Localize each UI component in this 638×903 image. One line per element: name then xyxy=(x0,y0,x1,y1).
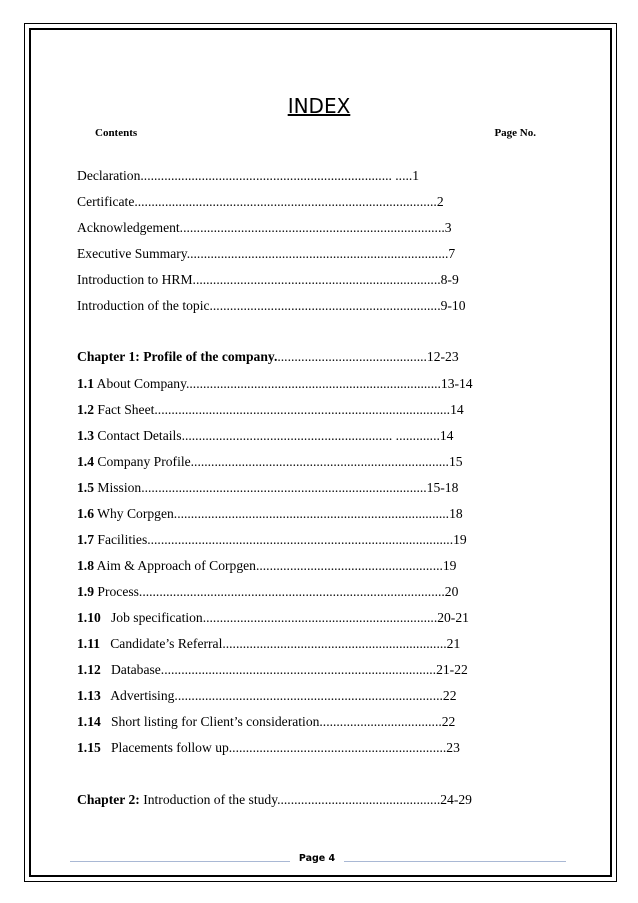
toc-entry xyxy=(77,506,463,522)
toc-entry xyxy=(77,792,472,808)
toc-entry xyxy=(77,402,464,418)
toc-entry-text: Introduction of the topic....................................................................9-10 xyxy=(77,298,466,313)
toc-entry-text: Process..........................................................................................20 xyxy=(94,584,459,599)
page-number: Page 4 xyxy=(298,853,336,864)
toc-entry-number: 1.4 xyxy=(77,454,94,469)
toc-entry xyxy=(77,610,469,626)
toc-entry xyxy=(77,584,458,600)
toc-entry-text: Fact Sheet.......................................................................................14 xyxy=(94,402,464,417)
toc-entry xyxy=(77,220,452,236)
footer-rule-right xyxy=(344,861,566,862)
toc-entry-text: Database.................................................................................21-22 xyxy=(100,662,468,677)
toc-entry-number: 1.10 xyxy=(77,610,101,625)
toc-entry xyxy=(77,454,463,470)
toc-entry-number: 1.2 xyxy=(77,402,94,417)
toc-entry xyxy=(77,246,455,262)
toc-entry-text: Facilities..........................................................................................19 xyxy=(94,532,467,547)
toc-entry xyxy=(77,428,453,444)
toc-entry-number: 1.3 xyxy=(77,428,94,443)
toc-entry-text: Candidate’s Referral..................................................................21 xyxy=(100,636,461,651)
toc-entry-number: 1.14 xyxy=(77,714,101,729)
toc-entry xyxy=(77,349,459,365)
toc-entry xyxy=(77,272,459,288)
toc-entry xyxy=(77,636,460,652)
toc-entry xyxy=(77,194,444,210)
toc-entry xyxy=(77,376,473,392)
toc-entry xyxy=(77,688,457,704)
toc-entry-text: About Company...........................................................................13-14 xyxy=(94,376,473,391)
toc-entry-number: 1.12 xyxy=(77,662,101,677)
toc-entry-text: ............................................12-23 xyxy=(277,349,459,364)
toc-entry-number: 1.13 xyxy=(77,688,101,703)
toc-entry-number: Chapter 1: Profile of the company. xyxy=(77,349,278,364)
toc-entry-number: Chapter 2: xyxy=(77,792,140,807)
toc-entry-text: Short listing for Client’s consideration....................................22 xyxy=(100,714,456,729)
toc-entry xyxy=(77,662,468,678)
toc-entry-text: Advertising...............................................................................22 xyxy=(100,688,457,703)
footer-rule-left xyxy=(70,861,290,862)
toc-entry-number: 1.9 xyxy=(77,584,94,599)
toc-entry-text: Certificate.........................................................................................2 xyxy=(77,194,444,209)
toc-entry-number: 1.1 xyxy=(77,376,94,391)
toc-entry xyxy=(77,532,467,548)
contents-header: Contents xyxy=(95,127,138,139)
toc-entry-text: Placements follow up................................................................23 xyxy=(100,740,460,755)
toc-entry-text: Job specification.....................................................................20-21 xyxy=(100,610,469,625)
toc-entry-text: Introduction to HRM.........................................................................8-9 xyxy=(77,272,459,287)
toc-entry xyxy=(77,714,455,730)
toc-entry-text: Mission....................................................................................15-18 xyxy=(94,480,459,495)
toc-entry-text: Executive Summary.............................................................................7 xyxy=(77,246,456,261)
toc-entry xyxy=(77,480,458,496)
toc-entry xyxy=(77,740,460,756)
toc-entry-number: 1.11 xyxy=(77,636,101,651)
toc-entry-text: Why Corpgen.................................................................................18 xyxy=(94,506,463,521)
toc-entry-text: Company Profile............................................................................15 xyxy=(94,454,463,469)
page-no-header: Page No. xyxy=(494,127,536,139)
toc-entry xyxy=(77,168,419,184)
toc-entry-number: 1.15 xyxy=(77,740,101,755)
toc-entry-text: Acknowledgement..............................................................................3 xyxy=(77,220,452,235)
toc-entry-number: 1.5 xyxy=(77,480,94,495)
toc-entry-text: Contact Details.............................................................. .............14 xyxy=(94,428,454,443)
index-title: INDEX xyxy=(287,94,351,118)
toc-entry-number: 1.6 xyxy=(77,506,94,521)
toc-entry xyxy=(77,298,466,314)
toc-entry-text: Introduction of the study................................................24-29 xyxy=(139,792,472,807)
toc-entry-text: Declaration.......................................................................... .....1 xyxy=(77,168,420,183)
toc-entry-number: 1.7 xyxy=(77,532,94,547)
toc-entry xyxy=(77,558,456,574)
toc-entry-text: Aim & Approach of Corpgen.......................................................19 xyxy=(94,558,457,573)
toc-entry-number: 1.8 xyxy=(77,558,94,573)
